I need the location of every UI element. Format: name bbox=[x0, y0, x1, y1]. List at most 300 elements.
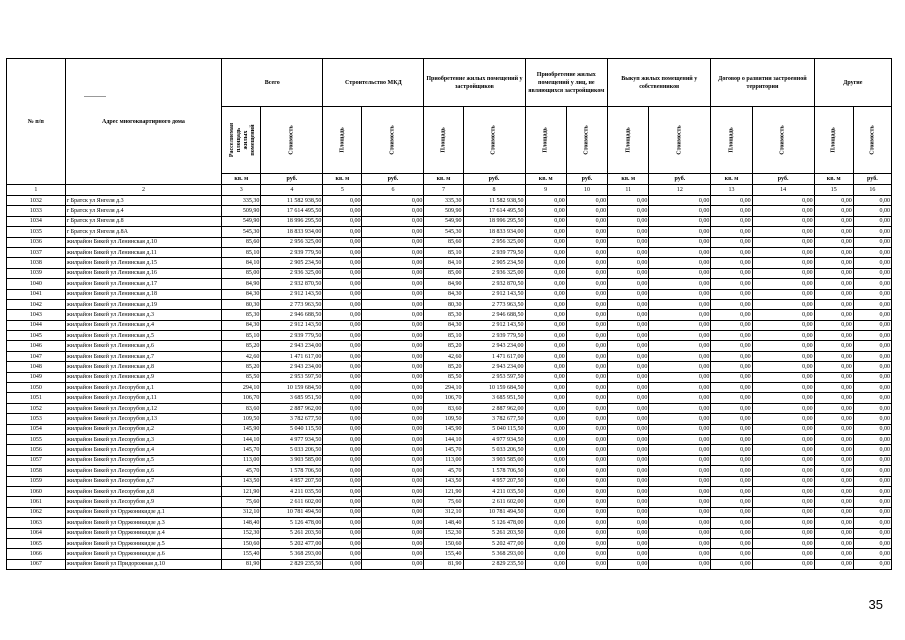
row-construction-area: 0,00 bbox=[323, 310, 362, 320]
row-total-cost: 2 829 235,50 bbox=[261, 559, 323, 569]
row-address: жилрайон Бикей ул Ленинская д.11 bbox=[65, 247, 222, 257]
row-developers-cost: 2 912 143,50 bbox=[463, 289, 525, 299]
row-address: жилрайон Бикей ул Ленинская д.17 bbox=[65, 279, 222, 289]
row-total-area: 85,00 bbox=[222, 268, 261, 278]
row-developers-area: 144,10 bbox=[424, 434, 463, 444]
row-other-cost: 0,00 bbox=[853, 216, 891, 226]
column-number: 1 bbox=[7, 185, 66, 196]
row-total-area: 85,10 bbox=[222, 247, 261, 257]
row-developers-cost: 5 126 478,00 bbox=[463, 518, 525, 528]
row-total-cost: 18 996 295,50 bbox=[261, 216, 323, 226]
row-total-cost: 4 211 035,50 bbox=[261, 486, 323, 496]
row-construction-cost: 0,00 bbox=[362, 528, 424, 538]
row-non-developers-cost: 0,00 bbox=[566, 497, 607, 507]
row-construction-cost: 0,00 bbox=[362, 341, 424, 351]
row-non-developers-area: 0,00 bbox=[525, 507, 566, 517]
row-development-cost: 0,00 bbox=[752, 393, 814, 403]
row-development-area: 0,00 bbox=[711, 434, 752, 444]
row-buyout-cost: 0,00 bbox=[649, 216, 711, 226]
row-other-cost: 0,00 bbox=[853, 476, 891, 486]
row-construction-area: 0,00 bbox=[323, 237, 362, 247]
row-construction-area: 0,00 bbox=[323, 403, 362, 413]
row-other-cost: 0,00 bbox=[853, 372, 891, 382]
row-development-cost: 0,00 bbox=[752, 310, 814, 320]
header-area: Площадь bbox=[525, 107, 566, 174]
row-total-cost: 2 956 325,00 bbox=[261, 237, 323, 247]
row-non-developers-cost: 0,00 bbox=[566, 227, 607, 237]
unit-area: кв. м bbox=[323, 174, 362, 185]
row-construction-area: 0,00 bbox=[323, 196, 362, 206]
row-non-developers-cost: 0,00 bbox=[566, 486, 607, 496]
row-buyout-area: 0,00 bbox=[608, 549, 649, 559]
unit-rub: руб. bbox=[853, 174, 891, 185]
row-buyout-area: 0,00 bbox=[608, 258, 649, 268]
row-non-developers-area: 0,00 bbox=[525, 434, 566, 444]
row-other-area: 0,00 bbox=[814, 497, 853, 507]
row-buyout-cost: 0,00 bbox=[649, 424, 711, 434]
table-row bbox=[7, 445, 892, 455]
row-buyout-cost: 0,00 bbox=[649, 227, 711, 237]
row-non-developers-cost: 0,00 bbox=[566, 310, 607, 320]
row-buyout-area: 0,00 bbox=[608, 216, 649, 226]
row-buyout-area: 0,00 bbox=[608, 227, 649, 237]
column-number: 14 bbox=[752, 185, 814, 196]
row-buyout-area: 0,00 bbox=[608, 372, 649, 382]
row-non-developers-area: 0,00 bbox=[525, 258, 566, 268]
row-total-area: 81,90 bbox=[222, 559, 261, 569]
row-development-area: 0,00 bbox=[711, 538, 752, 548]
row-development-cost: 0,00 bbox=[752, 351, 814, 361]
row-construction-cost: 0,00 bbox=[362, 320, 424, 330]
header-number: № п/п bbox=[7, 59, 66, 185]
unit-area: кв. м bbox=[814, 174, 853, 185]
row-number: 1042 bbox=[7, 299, 66, 309]
row-number: 1059 bbox=[7, 476, 66, 486]
row-development-cost: 0,00 bbox=[752, 320, 814, 330]
row-development-cost: 0,00 bbox=[752, 486, 814, 496]
row-total-area: 121,90 bbox=[222, 486, 261, 496]
row-buyout-cost: 0,00 bbox=[649, 538, 711, 548]
row-buyout-area: 0,00 bbox=[608, 196, 649, 206]
row-construction-area: 0,00 bbox=[323, 227, 362, 237]
row-non-developers-cost: 0,00 bbox=[566, 320, 607, 330]
header-area: Площадь bbox=[323, 107, 362, 174]
row-address: жилрайон Бикей ул Орджоникидзе д.3 bbox=[65, 518, 222, 528]
row-address: жилрайон Бикей ул Ленинская д.7 bbox=[65, 351, 222, 361]
row-address: г Братск ул Янгеля д.8А bbox=[65, 227, 222, 237]
row-address: жилрайон Бикей ул Лесорубов д.6 bbox=[65, 466, 222, 476]
row-total-area: 294,10 bbox=[222, 383, 261, 393]
unit-area: кв. м bbox=[424, 174, 463, 185]
row-developers-cost: 2 956 325,00 bbox=[463, 237, 525, 247]
row-total-area: 109,50 bbox=[222, 414, 261, 424]
row-number: 1060 bbox=[7, 486, 66, 496]
row-developers-cost: 5 033 206,50 bbox=[463, 445, 525, 455]
header-address: Адрес многоквартирного дома bbox=[65, 59, 222, 185]
header-cost: Стоимость bbox=[463, 107, 525, 174]
row-number: 1061 bbox=[7, 497, 66, 507]
row-other-cost: 0,00 bbox=[853, 341, 891, 351]
row-total-cost: 2 943 234,00 bbox=[261, 341, 323, 351]
row-construction-area: 0,00 bbox=[323, 549, 362, 559]
row-total-cost: 5 040 115,50 bbox=[261, 424, 323, 434]
unit-rub: руб. bbox=[566, 174, 607, 185]
row-developers-area: 81,90 bbox=[424, 559, 463, 569]
row-developers-cost: 2 887 962,00 bbox=[463, 403, 525, 413]
row-other-area: 0,00 bbox=[814, 549, 853, 559]
row-other-area: 0,00 bbox=[814, 507, 853, 517]
row-buyout-cost: 0,00 bbox=[649, 289, 711, 299]
row-non-developers-cost: 0,00 bbox=[566, 247, 607, 257]
row-construction-area: 0,00 bbox=[323, 331, 362, 341]
row-other-area: 0,00 bbox=[814, 445, 853, 455]
row-buyout-cost: 0,00 bbox=[649, 434, 711, 444]
row-total-cost: 11 582 938,50 bbox=[261, 196, 323, 206]
row-development-area: 0,00 bbox=[711, 445, 752, 455]
row-buyout-cost: 0,00 bbox=[649, 331, 711, 341]
row-other-area: 0,00 bbox=[814, 237, 853, 247]
row-development-area: 0,00 bbox=[711, 247, 752, 257]
row-other-cost: 0,00 bbox=[853, 403, 891, 413]
table-row bbox=[7, 268, 892, 278]
row-other-area: 0,00 bbox=[814, 476, 853, 486]
unit-area: кв. м bbox=[222, 174, 261, 185]
row-construction-cost: 0,00 bbox=[362, 268, 424, 278]
row-construction-area: 0,00 bbox=[323, 445, 362, 455]
row-other-cost: 0,00 bbox=[853, 227, 891, 237]
row-other-area: 0,00 bbox=[814, 320, 853, 330]
row-buyout-cost: 0,00 bbox=[649, 559, 711, 569]
row-non-developers-cost: 0,00 bbox=[566, 424, 607, 434]
row-number: 1056 bbox=[7, 445, 66, 455]
row-developers-cost: 5 040 115,50 bbox=[463, 424, 525, 434]
row-address: г Братск ул Янгеля д.4 bbox=[65, 206, 222, 216]
row-development-area: 0,00 bbox=[711, 362, 752, 372]
row-buyout-area: 0,00 bbox=[608, 362, 649, 372]
row-buyout-area: 0,00 bbox=[608, 331, 649, 341]
row-non-developers-area: 0,00 bbox=[525, 237, 566, 247]
row-development-area: 0,00 bbox=[711, 528, 752, 538]
row-buyout-area: 0,00 bbox=[608, 445, 649, 455]
row-other-cost: 0,00 bbox=[853, 549, 891, 559]
row-number: 1057 bbox=[7, 455, 66, 465]
row-non-developers-area: 0,00 bbox=[525, 206, 566, 216]
row-construction-area: 0,00 bbox=[323, 206, 362, 216]
row-total-cost: 18 833 934,00 bbox=[261, 227, 323, 237]
row-address: жилрайон Бикей ул Ленинская д.10 bbox=[65, 237, 222, 247]
row-development-cost: 0,00 bbox=[752, 383, 814, 393]
header-group-buyout: Выкуп жилых помещений у собственников bbox=[608, 59, 711, 107]
row-construction-area: 0,00 bbox=[323, 393, 362, 403]
row-development-area: 0,00 bbox=[711, 351, 752, 361]
row-development-cost: 0,00 bbox=[752, 331, 814, 341]
row-development-cost: 0,00 bbox=[752, 237, 814, 247]
row-development-area: 0,00 bbox=[711, 289, 752, 299]
row-total-area: 145,90 bbox=[222, 424, 261, 434]
row-buyout-area: 0,00 bbox=[608, 299, 649, 309]
row-non-developers-area: 0,00 bbox=[525, 538, 566, 548]
row-construction-cost: 0,00 bbox=[362, 486, 424, 496]
row-address: жилрайон Бикей ул Лесорубов д.7 bbox=[65, 476, 222, 486]
row-construction-cost: 0,00 bbox=[362, 351, 424, 361]
column-number: 8 bbox=[463, 185, 525, 196]
row-developers-area: 148,40 bbox=[424, 518, 463, 528]
row-development-cost: 0,00 bbox=[752, 268, 814, 278]
row-buyout-cost: 0,00 bbox=[649, 206, 711, 216]
unit-rub: руб. bbox=[261, 174, 323, 185]
row-development-cost: 0,00 bbox=[752, 216, 814, 226]
row-address: жилрайон Бикей ул Лесорубов д.4 bbox=[65, 445, 222, 455]
row-buyout-area: 0,00 bbox=[608, 403, 649, 413]
header-area: Площадь bbox=[711, 107, 752, 174]
row-developers-cost: 2 932 870,50 bbox=[463, 279, 525, 289]
row-developers-area: 85,60 bbox=[424, 237, 463, 247]
row-total-area: 84,10 bbox=[222, 258, 261, 268]
row-development-area: 0,00 bbox=[711, 299, 752, 309]
row-other-cost: 0,00 bbox=[853, 497, 891, 507]
row-buyout-cost: 0,00 bbox=[649, 393, 711, 403]
row-construction-cost: 0,00 bbox=[362, 362, 424, 372]
row-buyout-area: 0,00 bbox=[608, 559, 649, 569]
row-address: жилрайон Бикей ул Орджоникидзе д.4 bbox=[65, 528, 222, 538]
row-address: г Братск ул Янгеля д.3 bbox=[65, 196, 222, 206]
row-buyout-area: 0,00 bbox=[608, 434, 649, 444]
table-row bbox=[7, 476, 892, 486]
table-row bbox=[7, 247, 892, 257]
row-non-developers-area: 0,00 bbox=[525, 372, 566, 382]
row-construction-cost: 0,00 bbox=[362, 538, 424, 548]
row-development-cost: 0,00 bbox=[752, 279, 814, 289]
row-non-developers-cost: 0,00 bbox=[566, 549, 607, 559]
row-address: жилрайон Бикей ул Лесорубов д.11 bbox=[65, 393, 222, 403]
row-developers-area: 312,10 bbox=[424, 507, 463, 517]
row-address: жилрайон Бикей ул Лесорубов д.2 bbox=[65, 424, 222, 434]
row-number: 1048 bbox=[7, 362, 66, 372]
row-number: 1053 bbox=[7, 414, 66, 424]
row-construction-cost: 0,00 bbox=[362, 424, 424, 434]
row-non-developers-cost: 0,00 bbox=[566, 559, 607, 569]
row-address: жилрайон Бикей ул Ленинская д.16 bbox=[65, 268, 222, 278]
row-buyout-area: 0,00 bbox=[608, 237, 649, 247]
row-developers-cost: 2 912 143,50 bbox=[463, 320, 525, 330]
row-buyout-cost: 0,00 bbox=[649, 299, 711, 309]
row-construction-area: 0,00 bbox=[323, 414, 362, 424]
column-number: 7 bbox=[424, 185, 463, 196]
page-number: 35 bbox=[868, 597, 883, 612]
row-buyout-area: 0,00 bbox=[608, 393, 649, 403]
row-non-developers-area: 0,00 bbox=[525, 289, 566, 299]
row-development-cost: 0,00 bbox=[752, 372, 814, 382]
header-area: Площадь bbox=[424, 107, 463, 174]
row-address: жилрайон Бикей ул Ленинская д.15 bbox=[65, 258, 222, 268]
row-total-area: 150,60 bbox=[222, 538, 261, 548]
table-row bbox=[7, 455, 892, 465]
row-number: 1050 bbox=[7, 383, 66, 393]
row-non-developers-cost: 0,00 bbox=[566, 341, 607, 351]
row-development-area: 0,00 bbox=[711, 331, 752, 341]
row-other-cost: 0,00 bbox=[853, 331, 891, 341]
row-construction-cost: 0,00 bbox=[362, 206, 424, 216]
row-other-area: 0,00 bbox=[814, 538, 853, 548]
row-other-area: 0,00 bbox=[814, 362, 853, 372]
row-total-cost: 2 953 597,50 bbox=[261, 372, 323, 382]
column-number: 16 bbox=[853, 185, 891, 196]
row-construction-cost: 0,00 bbox=[362, 393, 424, 403]
row-developers-area: 106,70 bbox=[424, 393, 463, 403]
row-developers-area: 145,70 bbox=[424, 445, 463, 455]
row-construction-cost: 0,00 bbox=[362, 279, 424, 289]
row-other-cost: 0,00 bbox=[853, 320, 891, 330]
row-number: 1045 bbox=[7, 331, 66, 341]
column-number: 3 bbox=[222, 185, 261, 196]
row-buyout-cost: 0,00 bbox=[649, 383, 711, 393]
row-developers-area: 84,30 bbox=[424, 289, 463, 299]
row-other-area: 0,00 bbox=[814, 331, 853, 341]
row-total-area: 85,30 bbox=[222, 310, 261, 320]
row-number: 1049 bbox=[7, 372, 66, 382]
row-developers-area: 113,00 bbox=[424, 455, 463, 465]
header-group-construction: Строительство МКД bbox=[323, 59, 424, 107]
row-development-cost: 0,00 bbox=[752, 507, 814, 517]
row-buyout-cost: 0,00 bbox=[649, 351, 711, 361]
row-developers-area: 294,10 bbox=[424, 383, 463, 393]
row-non-developers-area: 0,00 bbox=[525, 466, 566, 476]
row-developers-cost: 3 685 951,50 bbox=[463, 393, 525, 403]
row-non-developers-cost: 0,00 bbox=[566, 414, 607, 424]
row-developers-cost: 1 578 706,50 bbox=[463, 466, 525, 476]
row-developers-area: 80,30 bbox=[424, 299, 463, 309]
row-address: жилрайон Бикей ул Ленинская д.6 bbox=[65, 341, 222, 351]
row-development-cost: 0,00 bbox=[752, 362, 814, 372]
row-developers-cost: 4 211 035,50 bbox=[463, 486, 525, 496]
row-developers-area: 509,90 bbox=[424, 206, 463, 216]
table-row bbox=[7, 497, 892, 507]
row-construction-area: 0,00 bbox=[323, 289, 362, 299]
row-development-area: 0,00 bbox=[711, 206, 752, 216]
row-non-developers-area: 0,00 bbox=[525, 403, 566, 413]
row-construction-cost: 0,00 bbox=[362, 196, 424, 206]
row-construction-cost: 0,00 bbox=[362, 414, 424, 424]
row-number: 1047 bbox=[7, 351, 66, 361]
row-other-area: 0,00 bbox=[814, 383, 853, 393]
row-development-cost: 0,00 bbox=[752, 247, 814, 257]
row-total-area: 509,90 bbox=[222, 206, 261, 216]
row-development-area: 0,00 bbox=[711, 268, 752, 278]
row-other-area: 0,00 bbox=[814, 310, 853, 320]
row-construction-area: 0,00 bbox=[323, 299, 362, 309]
row-construction-area: 0,00 bbox=[323, 538, 362, 548]
row-developers-area: 549,90 bbox=[424, 216, 463, 226]
row-developers-cost: 4 977 934,50 bbox=[463, 434, 525, 444]
row-address: г Братск ул Янгеля д.8 bbox=[65, 216, 222, 226]
unit-area: кв. м bbox=[525, 174, 566, 185]
column-number: 2 bbox=[65, 185, 222, 196]
row-other-area: 0,00 bbox=[814, 206, 853, 216]
table-row bbox=[7, 383, 892, 393]
row-non-developers-area: 0,00 bbox=[525, 310, 566, 320]
row-construction-cost: 0,00 bbox=[362, 476, 424, 486]
row-address: жилрайон Бикей ул Лесорубов д.5 bbox=[65, 455, 222, 465]
row-non-developers-cost: 0,00 bbox=[566, 445, 607, 455]
row-number: 1064 bbox=[7, 528, 66, 538]
row-development-area: 0,00 bbox=[711, 403, 752, 413]
row-other-area: 0,00 bbox=[814, 486, 853, 496]
row-developers-cost: 2 939 779,50 bbox=[463, 331, 525, 341]
row-development-cost: 0,00 bbox=[752, 528, 814, 538]
row-development-cost: 0,00 bbox=[752, 299, 814, 309]
column-number: 4 bbox=[261, 185, 323, 196]
row-buyout-area: 0,00 bbox=[608, 466, 649, 476]
row-buyout-area: 0,00 bbox=[608, 279, 649, 289]
row-non-developers-area: 0,00 bbox=[525, 383, 566, 393]
row-development-cost: 0,00 bbox=[752, 424, 814, 434]
row-non-developers-cost: 0,00 bbox=[566, 289, 607, 299]
row-non-developers-area: 0,00 bbox=[525, 362, 566, 372]
row-development-area: 0,00 bbox=[711, 372, 752, 382]
row-other-area: 0,00 bbox=[814, 258, 853, 268]
table-row bbox=[7, 372, 892, 382]
row-total-area: 80,30 bbox=[222, 299, 261, 309]
table-row bbox=[7, 237, 892, 247]
row-buyout-cost: 0,00 bbox=[649, 196, 711, 206]
row-total-area: 155,40 bbox=[222, 549, 261, 559]
column-number: 13 bbox=[711, 185, 752, 196]
row-non-developers-cost: 0,00 bbox=[566, 538, 607, 548]
row-developers-area: 143,50 bbox=[424, 476, 463, 486]
row-development-cost: 0,00 bbox=[752, 289, 814, 299]
unit-rub: руб. bbox=[463, 174, 525, 185]
row-development-area: 0,00 bbox=[711, 476, 752, 486]
row-developers-area: 83,60 bbox=[424, 403, 463, 413]
row-construction-area: 0,00 bbox=[323, 455, 362, 465]
row-buyout-area: 0,00 bbox=[608, 424, 649, 434]
row-developers-cost: 2 943 234,00 bbox=[463, 341, 525, 351]
row-other-area: 0,00 bbox=[814, 455, 853, 465]
row-total-area: 45,70 bbox=[222, 466, 261, 476]
row-development-area: 0,00 bbox=[711, 320, 752, 330]
row-total-cost: 17 614 495,50 bbox=[261, 206, 323, 216]
row-non-developers-area: 0,00 bbox=[525, 247, 566, 257]
row-buyout-cost: 0,00 bbox=[649, 476, 711, 486]
row-number: 1040 bbox=[7, 279, 66, 289]
row-non-developers-cost: 0,00 bbox=[566, 279, 607, 289]
row-non-developers-area: 0,00 bbox=[525, 528, 566, 538]
header-cost: Стоимость bbox=[649, 107, 711, 174]
row-non-developers-area: 0,00 bbox=[525, 549, 566, 559]
row-other-area: 0,00 bbox=[814, 299, 853, 309]
row-other-cost: 0,00 bbox=[853, 279, 891, 289]
row-development-cost: 0,00 bbox=[752, 497, 814, 507]
row-construction-cost: 0,00 bbox=[362, 403, 424, 413]
row-construction-cost: 0,00 bbox=[362, 559, 424, 569]
header-cost: Стоимость bbox=[566, 107, 607, 174]
row-construction-cost: 0,00 bbox=[362, 507, 424, 517]
row-construction-area: 0,00 bbox=[323, 258, 362, 268]
row-other-area: 0,00 bbox=[814, 518, 853, 528]
row-non-developers-area: 0,00 bbox=[525, 268, 566, 278]
row-total-cost: 5 368 293,00 bbox=[261, 549, 323, 559]
row-total-cost: 2 912 143,50 bbox=[261, 289, 323, 299]
row-developers-cost: 1 471 617,00 bbox=[463, 351, 525, 361]
row-total-cost: 10 781 494,50 bbox=[261, 507, 323, 517]
row-number: 1055 bbox=[7, 434, 66, 444]
table-row bbox=[7, 299, 892, 309]
table-row bbox=[7, 331, 892, 341]
row-construction-area: 0,00 bbox=[323, 497, 362, 507]
row-number: 1032 bbox=[7, 196, 66, 206]
row-non-developers-cost: 0,00 bbox=[566, 351, 607, 361]
row-buyout-cost: 0,00 bbox=[649, 362, 711, 372]
